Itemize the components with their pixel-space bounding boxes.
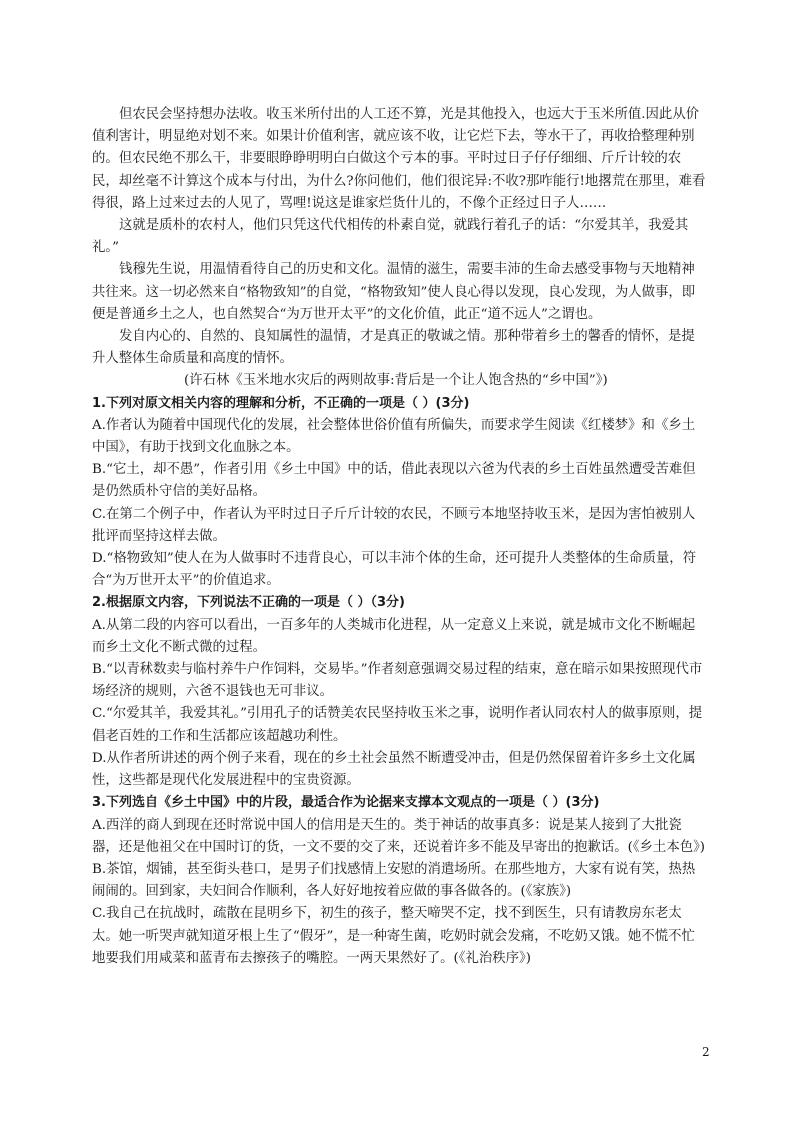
passage-paragraph-3: 钱穆先生说，用温情看待自己的历史和文化。温情的滋生，需要丰沛的生命去感受事物与天地精神共往来。这一切必然来自“格物致知”的自觉，“格物致知”使人良心得以发现，良心发现，为人做事，即便是普通乡土之人，也自然契合“为万世开太平”的文化价值，此正“道不远人”之谓也。 [92, 262, 696, 322]
question-2-option-c: C.“尔爱其羊，我爱其礼。”引用孔子的话赞美农民坚持收玉米之事，说明作者认同农村人的做事原则，提倡老百姓的工作和生活都应该超越功利性。 [92, 706, 703, 744]
question-2-option-b: B.“以青秫数卖与临村养牛户作饲料，交易毕。”作者刻意强调交易过程的结束，意在暗示如果按照现代市场经济的规则，六爸不退钱也无可非议。 [92, 662, 703, 700]
question-1-stem: 1.下列对原文相关内容的理解和分析，不正确的一项是（ ）(3分) [92, 395, 470, 411]
question-3-option-c: C.我自己在抗战时，疏散在昆明乡下，初生的孩子，整天啼哭不定，找不到医生，只有请教房东老太太。她一听哭声就知道牙根上生了“假牙”，是一种寄生菌，吃奶时就会发痛，不吃奶又饿。她不慌不忙地要我们用咸菜和蓝青布去擦孩子的嘴腔。一两天果然好了。(《礼治秩序》) [92, 906, 695, 966]
question-1-option-c: C.在第二个例子中，作者认为平时过日子斤斤计较的农民，不顾亏本地坚持收玉米，是因为害怕被别人批评而坚持这样去做。 [92, 506, 696, 544]
passage-paragraph-2: 这就是质朴的农村人，他们只凭这代代相传的朴素自觉，就践行着孔子的话：“尔爱其羊，我爱其礼。” [92, 218, 689, 256]
document-body [92, 104, 706, 970]
question-3-option-a: A.西洋的商人到现在还时常说中国人的信用是天生的。类于神话的故事真多：说是某人接到了大批瓷器，还是他祖父在中国时订的货，一文不要的交了来，还说着许多不能及早寄出的抱歉话。(《乡土本色》) [92, 817, 706, 855]
question-2-stem: 2.根据原文内容，下列说法不正确的一项是（ ）（3分) [92, 595, 405, 611]
question-3-option-b: B.茶馆，烟铺，甚至街头巷口，是男子们找感情上安慰的消遣场所。在那些地方，大家有说有笑，热热闹闹的。回到家，夫妇间合作顺利，各人好好地按着应做的事各做各的。(《家族》) [92, 861, 696, 900]
source-citation: (许石林《玉米地水灾后的两则故事:背后是一个让人饱含热的“乡中国”》) [184, 373, 608, 389]
question-1-option-d: D.“格物致知”使人在为人做事时不违背良心，可以丰沛个体的生命，还可提升人类整体的生命质量，符合“为万世开太平”的价值追求。 [92, 551, 696, 589]
question-2-option-d: D.从作者所讲述的两个例子来看，现在的乡土社会虽然不断遭受冲击，但是仍然保留着许多乡土文化属性，这些都是现代化发展进程中的宝贵资源。 [92, 750, 696, 789]
passage-paragraph-4: 发自内心的、自然的、良知属性的温情，才是真正的敬诚之情。那种带着乡土的馨香的情怀，是提升人整体生命质量和高度的情怀。 [92, 329, 695, 367]
question-1-option-a: A.作者认为随着中国现代化的发展，社会整体世俗价值有所偏失，而要求学生阅读《红楼梦》和《乡土中国》，有助于找到文化血脉之本。 [92, 417, 696, 456]
question-2-option-a: A.从第二段的内容可以看出，一百多年的人类城市化进程，从一定意义上来说，就是城市文化不断崛起而乡土文化不断式微的过程。 [92, 617, 696, 655]
question-3-stem: 3.下列选自《乡土中国》中的片段，最适合作为论据来支撑本文观点的一项是（ ）(3分) [92, 795, 600, 811]
page-number: 2 [702, 1045, 710, 1059]
passage-paragraph-1: 但农民会坚持想办法收。收玉米所付出的人工还不算，光是其他投入，也远大于玉米所值.因此从价值利害计，明显绝对划不来。如果计价值利害，就应该不收，让它烂下去，等水干了，再收拾整理种别的。但农民绝不那么干，非要眼睁睁明明白白做这个亏本的事。平时过日子仔仔细细、斤斤计较的农民，却丝毫不计算这个成本与付出，为什么?你问他们，他们很诧异:不收?那咋能行!地撂荒在那里，难看得很，路上过来过去的人见了，骂哩!说这是谁家烂货什儿的，不像个正经过日子人…… [92, 107, 706, 211]
question-1-option-b: B.“它土，却不愚”，作者引用《乡土中国》中的话，借此表现以六爸为代表的乡土百姓虽然遭受苦难但是仍然质朴守信的美好品格。 [92, 462, 696, 500]
